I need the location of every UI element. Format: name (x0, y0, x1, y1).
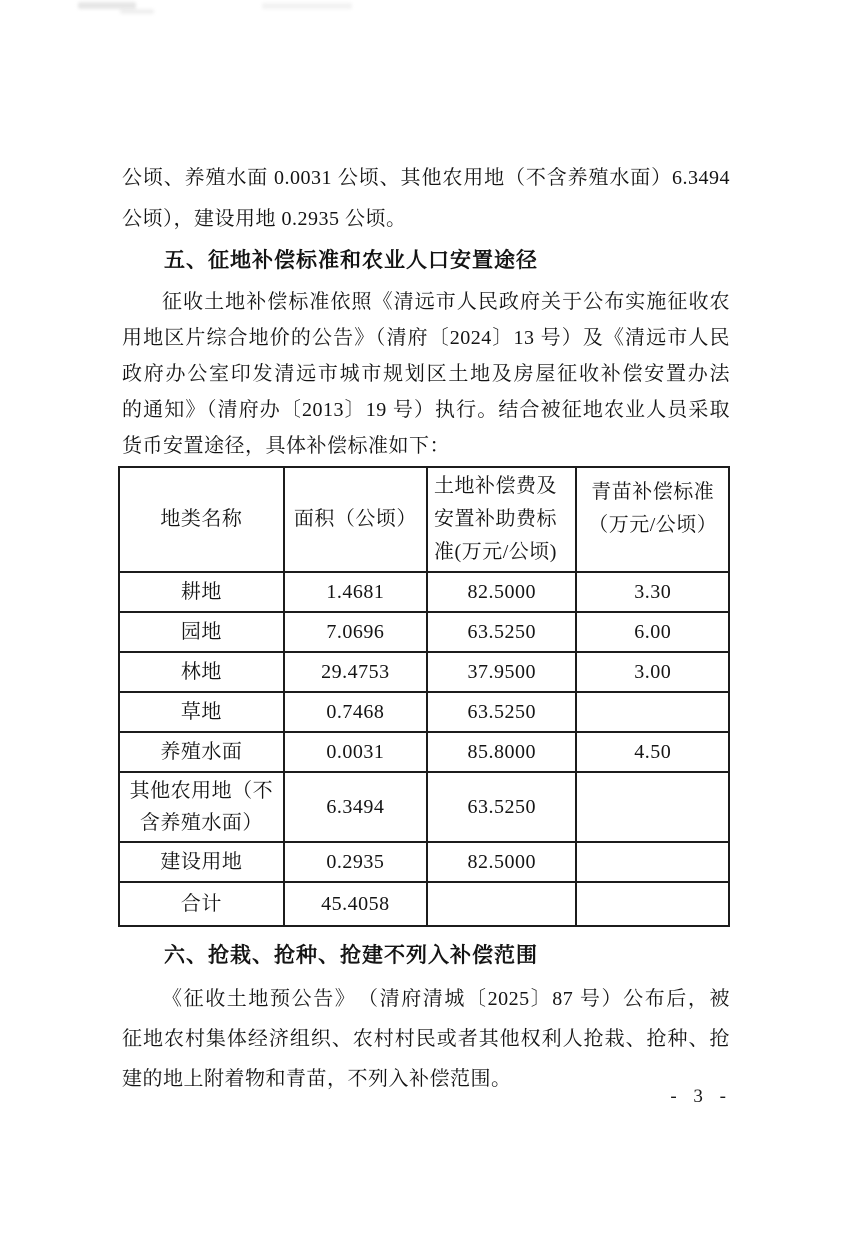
table-cell: 1.4681 (284, 572, 427, 612)
table-cell: 0.7468 (284, 692, 427, 732)
table-cell: 3.30 (576, 572, 729, 612)
header-cell-seedling-compensation: 青苗补偿标准（万元/公顷） (576, 467, 729, 572)
table-cell: 63.5250 (427, 612, 576, 652)
table-cell: 林地 (119, 652, 284, 692)
table-row (119, 652, 729, 692)
intro-paragraph (122, 158, 730, 240)
paragraph-line: 公顷、养殖水面 0.0031 公顷、其他农用地（不含养殖水面）6.3494 (122, 167, 730, 189)
table-row (119, 692, 729, 732)
table-cell: 建设用地 (119, 842, 284, 882)
table-row (119, 732, 729, 772)
paragraph-line: 建的地上附着物和青苗，不列入补偿范围。 (122, 1068, 512, 1090)
paragraph-line: 征收土地补偿标准依照《清远市人民政府关于公布实施征收农 (162, 291, 730, 313)
table-cell: 养殖水面 (119, 732, 284, 772)
table-cell (576, 842, 729, 882)
table-cell: 63.5250 (427, 772, 576, 842)
table-row (119, 772, 729, 842)
table-header-row (119, 467, 729, 572)
scan-artifact (78, 2, 136, 9)
table-cell: 82.5000 (427, 572, 576, 612)
paragraph-line: 公顷），建设用地 0.2935 公顷。 (122, 208, 407, 230)
paragraph-line: 用地区片综合地价的公告》（清府〔2024〕13 号）及《清远市人民 (122, 327, 730, 349)
table-total-row (119, 882, 729, 926)
table-row (119, 572, 729, 612)
scan-artifact (262, 3, 352, 9)
paragraph-line: 《征收土地预公告》 （清府清城〔2025〕87 号）公布后，被 (162, 988, 730, 1010)
section5-paragraph (122, 284, 730, 464)
page-number: - 3 - (670, 1086, 732, 1107)
table-cell: 63.5250 (427, 692, 576, 732)
table-cell: 7.0696 (284, 612, 427, 652)
table-cell: 4.50 (576, 732, 729, 772)
table-cell: 园地 (119, 612, 284, 652)
table-cell: 6.00 (576, 612, 729, 652)
paragraph-line: 征地农村集体经济组织、农村村民或者其他权利人抢栽、抢种、抢 (122, 1028, 730, 1050)
table-cell: 其他农用地（不含养殖水面） (119, 772, 284, 842)
table-cell: 6.3494 (284, 772, 427, 842)
table-cell: 草地 (119, 692, 284, 732)
paragraph-line: 的通知》（清府办〔2013〕19 号）执行。结合被征地农业人员采取 (122, 399, 730, 421)
section5-heading: 五、征地补偿标准和农业人口安置途径 (164, 249, 538, 272)
header-cell-land-type: 地类名称 (119, 467, 284, 572)
table-cell (427, 882, 576, 926)
header-cell-land-compensation: 土地补偿费及安置补助费标准(万元/公顷) (427, 467, 576, 572)
table-cell: 29.4753 (284, 652, 427, 692)
table-cell (576, 882, 729, 926)
table-cell: 0.2935 (284, 842, 427, 882)
paragraph-line: 政府办公室印发清远市城市规划区土地及房屋征收补偿安置办法 (122, 363, 730, 385)
header-cell-area: 面积（公顷） (284, 467, 427, 572)
section6-paragraph (122, 979, 730, 1099)
table-cell: 合计 (119, 882, 284, 926)
table-cell: 3.00 (576, 652, 729, 692)
table-cell (576, 692, 729, 732)
table-cell: 85.8000 (427, 732, 576, 772)
table-cell: 37.9500 (427, 652, 576, 692)
table-row (119, 612, 729, 652)
table-cell: 82.5000 (427, 842, 576, 882)
table-cell: 耕地 (119, 572, 284, 612)
paragraph-line: 货币安置途径，具体补偿标准如下： (122, 435, 450, 457)
table-cell (576, 772, 729, 842)
scan-artifact (120, 9, 154, 14)
table-cell: 45.4058 (284, 882, 427, 926)
table-row (119, 842, 729, 882)
table-cell: 0.0031 (284, 732, 427, 772)
section6-heading: 六、抢栽、抢种、抢建不列入补偿范围 (164, 944, 538, 967)
compensation-table (118, 466, 730, 927)
